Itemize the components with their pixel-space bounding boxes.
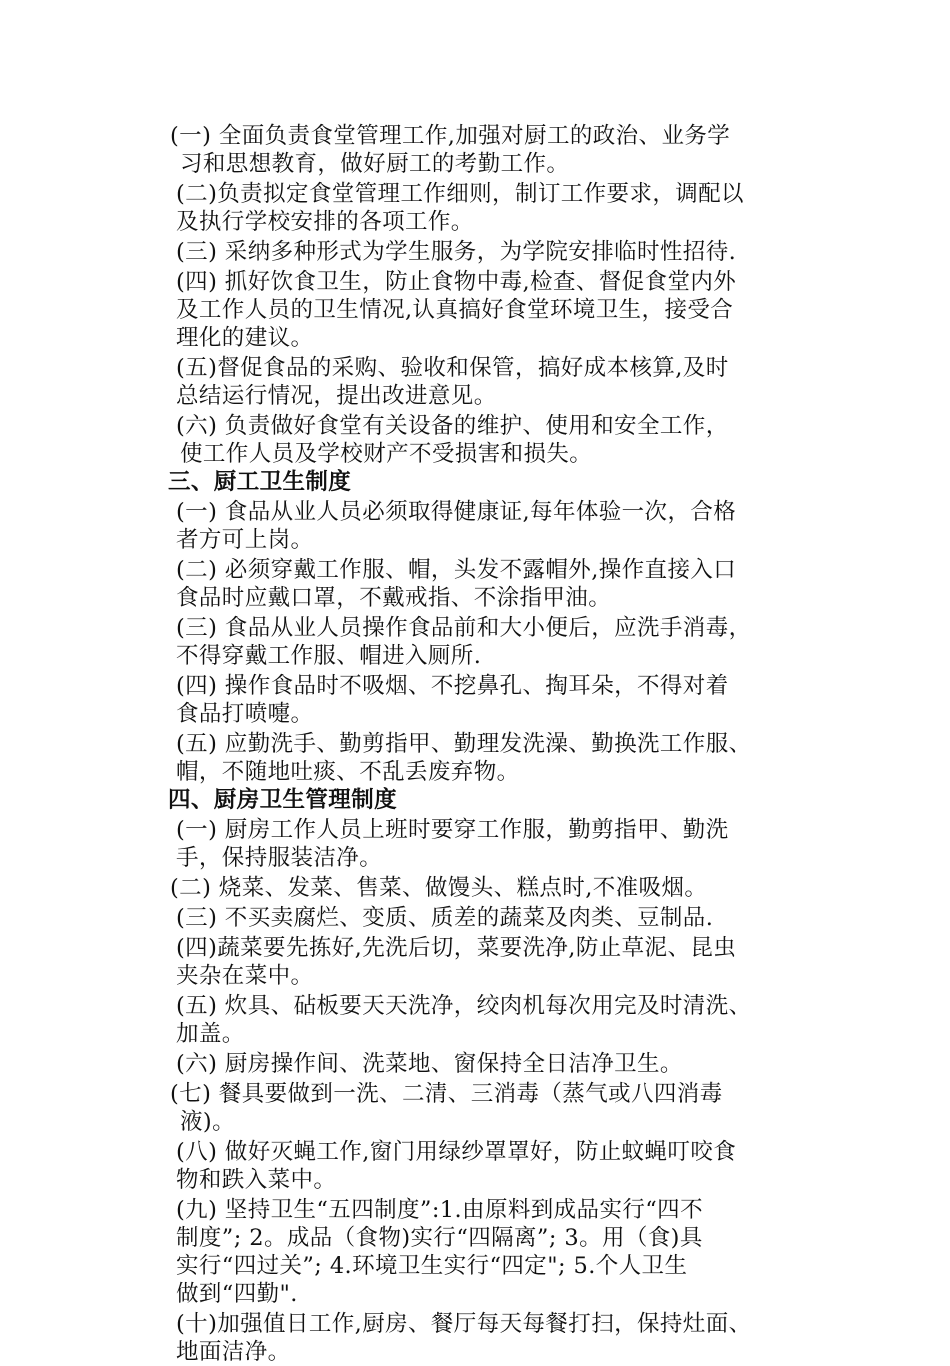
text-line: (三) 不买卖腐烂、变质、质差的蔬菜及肉类、豆制品.: [176, 905, 714, 931]
text-line: 帽，不随地吐痰、不乱丢废弃物。: [176, 759, 520, 785]
text-line: 习和思想教育，做好厨工的考勤工作。: [180, 151, 570, 177]
text-line: (三) 食品从业人员操作食品前和大小便后，应洗手消毒，: [176, 615, 752, 641]
text-line: (四)蔬菜要先拣好,先洗后切，菜要洗净,防止草泥、昆虫: [176, 935, 737, 961]
text-line: 理化的建议。: [176, 325, 314, 351]
text-line: (五) 应勤洗手、勤剪指甲、勤理发洗澡、勤换洗工作服、: [176, 731, 752, 757]
text-line: 总结运行情况，提出改进意见。: [176, 383, 497, 409]
text-line: (五) 炊具、砧板要天天洗净，绞肉机每次用完及时清洗、: [176, 993, 752, 1019]
text-line: (一) 食品从业人员必须取得健康证,每年体验一次，合格: [176, 499, 737, 525]
text-line: 者方可上岗。: [176, 527, 314, 553]
text-line: 不得穿戴工作服、帽进入厕所.: [176, 643, 482, 669]
text-line: 夹杂在菜中。: [176, 963, 314, 989]
text-line: 液)。: [180, 1109, 235, 1135]
text-line: (五)督促食品的采购、验收和保管，搞好成本核算,及时: [176, 355, 729, 381]
section-heading: 三、厨工卫生制度: [168, 469, 352, 495]
text-line: 食品打喷嚏。: [176, 701, 314, 727]
text-line: 制度”; 2。成品（食物)实行“四隔离”; 3。用（食)具: [176, 1225, 703, 1251]
text-line: (六) 负责做好食堂有关设备的维护、使用和安全工作，: [176, 413, 729, 439]
text-line: (四) 操作食品时不吸烟、不挖鼻孔、掏耳朵，不得对着: [176, 673, 729, 699]
text-line: 食品时应戴口罩，不戴戒指、不涂指甲油。: [176, 585, 612, 611]
text-line: (九) 坚持卫生“五四制度”:1.由原料到成品实行“四不: [176, 1197, 703, 1223]
text-line: (二)负责拟定食堂管理工作细则，制订工作要求，调配以: [176, 181, 744, 207]
text-line: 及工作人员的卫生情况,认真搞好食堂环境卫生，接受合: [176, 297, 734, 323]
text-line: (四) 抓好饮食卫生，防止食物中毒,检查、督促食堂内外: [176, 269, 737, 295]
text-line: 实行“四过关”; 4.环境卫生实行“四定"; 5.个人卫生: [176, 1253, 688, 1279]
text-line: 地面洁净。: [176, 1339, 291, 1365]
text-line: (二) 烧菜、发菜、售菜、做馒头、糕点时,不准吸烟。: [170, 875, 708, 901]
section-heading: 四、厨房卫生管理制度: [168, 787, 398, 813]
text-line: 使工作人员及学校财产不受损害和损失。: [180, 441, 593, 467]
text-line: (三) 采纳多种形式为学生服务，为学院安排临时性招待.: [176, 239, 737, 265]
text-line: (十)加强值日工作,厨房、餐厅每天每餐打扫，保持灶面、: [176, 1311, 752, 1337]
text-line: (八) 做好灭蝇工作,窗门用绿纱罩罩好，防止蚊蝇叮咬食: [176, 1139, 737, 1165]
text-line: 做到“四勤".: [176, 1281, 298, 1307]
text-line: (一) 厨房工作人员上班时要穿工作服，勤剪指甲、勤洗: [176, 817, 729, 843]
text-line: (一) 全面负责食堂管理工作,加强对厨工的政治、业务学: [170, 123, 731, 149]
text-line: 手，保持服装洁净。: [176, 845, 383, 871]
text-line: (二) 必须穿戴工作服、帽，头发不露帽外,操作直接入口: [176, 557, 737, 583]
text-line: 及执行学校安排的各项工作。: [176, 209, 474, 235]
text-line: 加盖。: [176, 1021, 245, 1047]
text-line: 物和跌入菜中。: [176, 1167, 337, 1193]
text-line: (七) 餐具要做到一洗、二清、三消毒（蒸气或八四消毒: [170, 1081, 723, 1107]
text-line: (六) 厨房操作间、洗菜地、窗保持全日洁净卫生。: [176, 1051, 683, 1077]
